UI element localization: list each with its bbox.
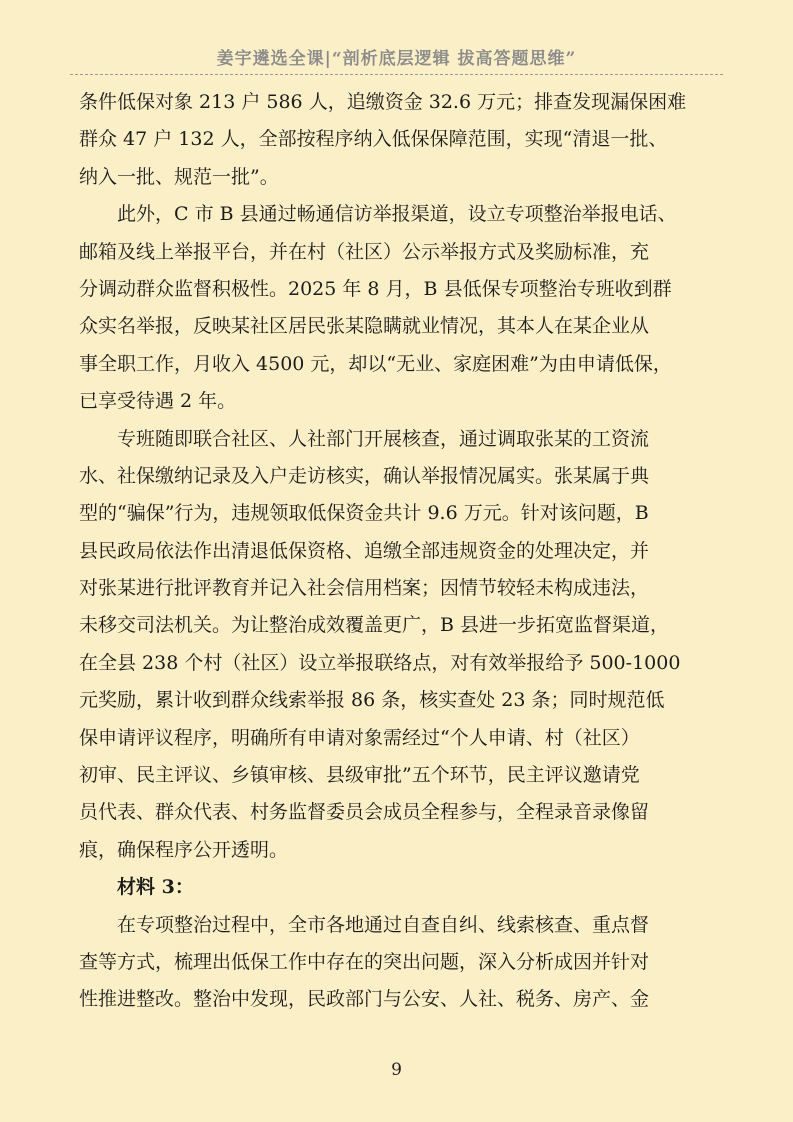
section-heading: 材料 3： [117, 876, 194, 899]
text-line: 痕，确保程序公开透明。 [79, 838, 289, 861]
text-line: 型的“骗保”行为，违规领取低保资金共计 9.6 万元。针对该问题，B [79, 502, 649, 525]
paragraph-start-line: 此外，C 市 B 县通过畅通信访举报渠道，设立专项整治举报电话、 [117, 203, 677, 226]
text-line: 分调动群众监督积极性。2025 年 8 月，B 县低保专项整治专班收到群 [79, 277, 672, 300]
document-body [79, 84, 719, 1019]
text-line: 事全职工作，月收入 4500 元，却以“无业、家庭困难”为由申请低保， [79, 352, 672, 375]
page-header: 姜宇遴选全课|“剖析底层逻辑 拔高答题思维” [216, 49, 577, 69]
text-line: 在全县 238 个村（社区）设立举报联络点，对有效举报给予 500-1000 [79, 651, 681, 674]
paragraph-start-line: 在专项整治过程中，全市各地通过自查自纠、线索核查、重点督 [117, 913, 650, 936]
text-line: 条件低保对象 213 户 586 人，追缴资金 32.6 万元；排查发现漏保困难 [79, 91, 687, 113]
text-line: 查等方式，梳理出低保工作中存在的突出问题，深入分析成因并针对 [79, 950, 650, 973]
text-line: 县民政局依法作出清退低保资格、追缴全部违规资金的处理决定，并 [79, 539, 650, 562]
text-line: 未移交司法机关。为让整治成效覆盖更广，B 县进一步拓宽监督渠道， [79, 614, 670, 637]
text-line: 已享受待遇 2 年。 [79, 390, 237, 413]
text-line: 对张某进行批评教育并记入社会信用档案；因情节较轻未构成违法， [79, 577, 650, 600]
paragraph-start-line: 专班随即联合社区、人社部门开展核查，通过调取张某的工资流 [117, 427, 650, 450]
header-divider [70, 74, 723, 75]
page-number: 9 [391, 1060, 402, 1080]
text-line: 元奖励，累计收到群众线索举报 86 条，核实查处 23 条；同时规范低 [79, 689, 665, 712]
text-line: 员代表、群众代表、村务监督委员会成员全程参与，全程录音录像留 [79, 801, 650, 824]
text-line: 保申请评议程序，明确所有申请对象需经过“个人申请、村（社区） [79, 726, 640, 749]
text-line: 纳入一批、规范一批”。 [79, 165, 279, 188]
text-line: 初审、民主评议、乡镇审核、县级审批”五个环节，民主评议邀请党 [79, 764, 640, 787]
text-line: 众实名举报，反映某社区居民张某隐瞒就业情况，其本人在某企业从 [79, 315, 650, 338]
text-line: 水、社保缴纳记录及入户走访核实，确认举报情况属实。张某属于典 [79, 464, 650, 487]
text-line: 邮箱及线上举报平台，并在村（社区）公示举报方式及奖励标准，充 [79, 240, 650, 263]
text-line: 性推进整改。整治中发现，民政部门与公安、人社、税务、房产、金 [79, 988, 650, 1011]
text-line: 群众 47 户 132 人，全部按程序纳入低保保障范围，实现“清退一批、 [79, 128, 668, 151]
